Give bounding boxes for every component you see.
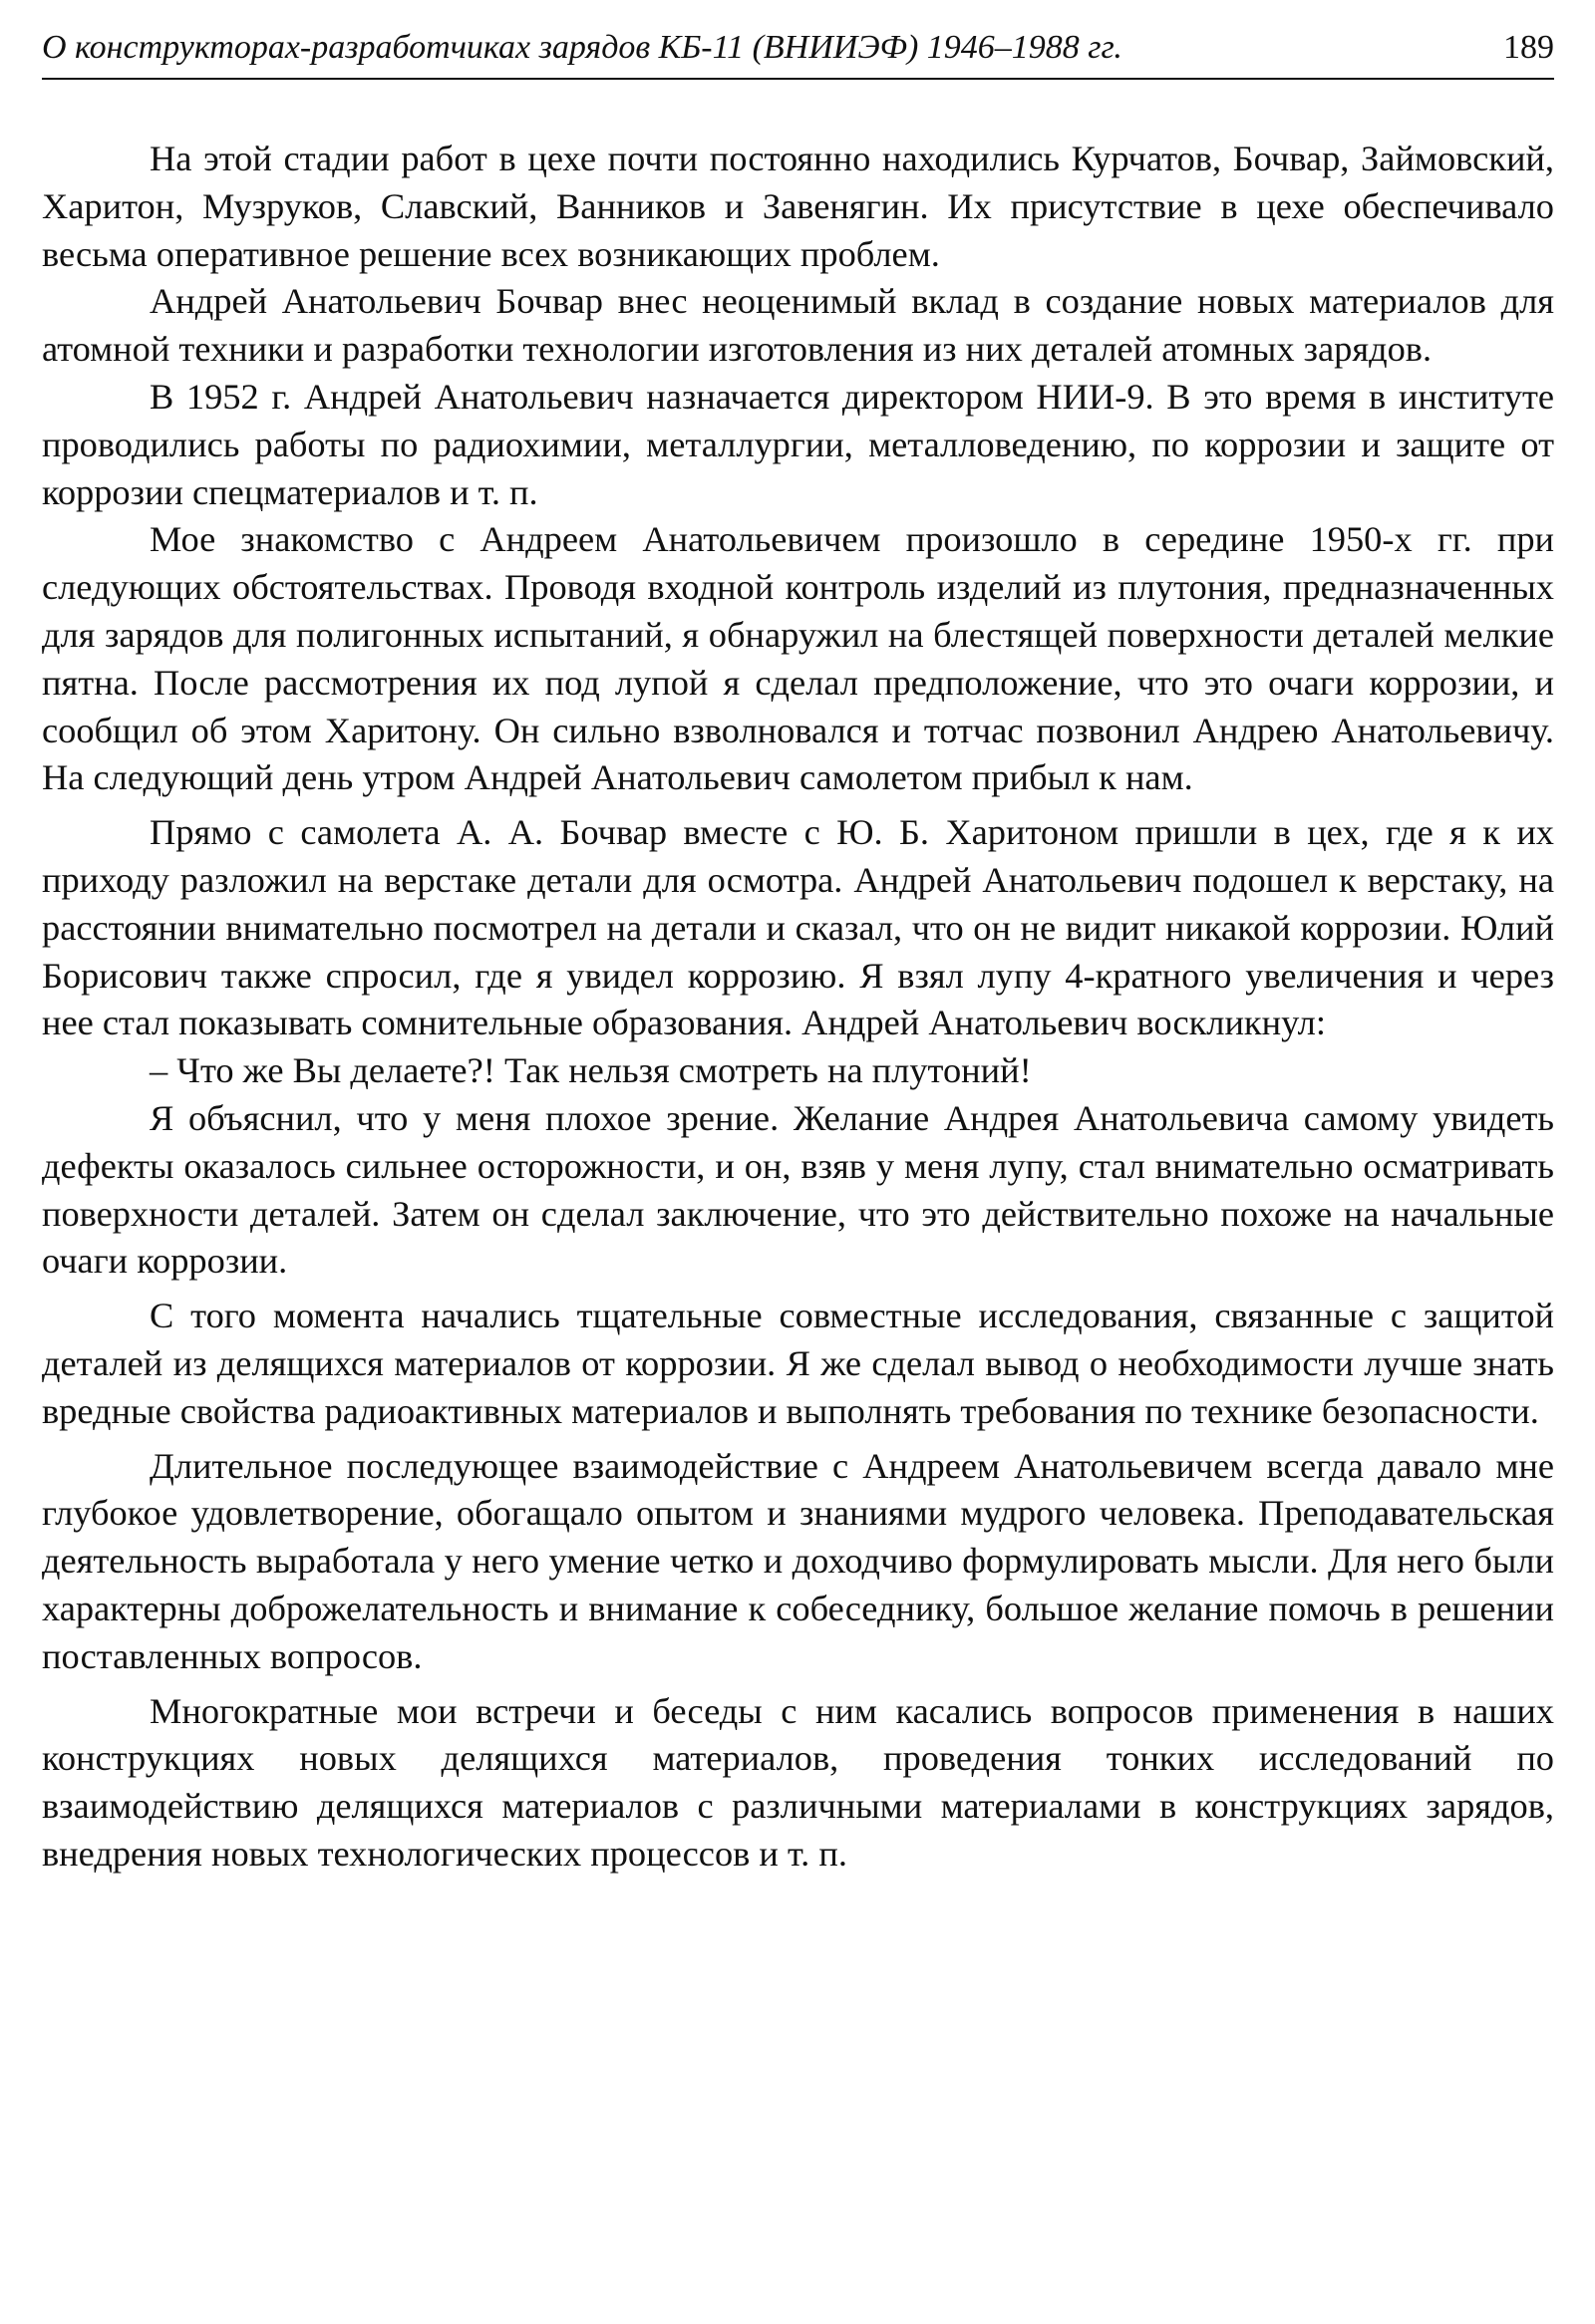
running-header bbox=[42, 26, 1554, 80]
paragraph: Андрей Анатольевич Бочвар внес неоценимый вклад в создание новых материалов для атомной техники и разработки технологии изготовления из них деталей атомных зарядов. bbox=[42, 281, 1554, 370]
paragraph: Прямо с самолета А. А. Бочвар вместе с Ю. Б. Харитоном пришли в цех, где я к их приходу разложил на верстаке детали для осмотра. Андрей Анатольевич подошел к верстаку, на расстоянии внимательно посмотрел на детали и сказал, что он не видит никакой коррозии. Юлий Борисович также спросил, где я увидел коррозию. Я взял лупу 4-кратного увеличения и через нее стал показывать сомнительные образования. Андрей Анатольевич воскликнул: bbox=[42, 812, 1554, 1043]
paragraph: В 1952 г. Андрей Анатольевич назначается директором НИИ-9. В это время в институте проводились работы по радиохимии, металлургии, металловедению, по коррозии и защите от коррозии спецматериалов и т. п. bbox=[42, 376, 1554, 512]
page-number: 189 bbox=[1503, 29, 1554, 66]
paragraph: Я объяснил, что у меня плохое зрение. Желание Андрея Анатольевича самому увидеть дефекты оказалось сильнее осторожности, и он, взяв у меня лупу, стал внимательно осматривать поверхности деталей. Затем он сделал заключение, что это действительно похоже на начальные очаги коррозии. bbox=[42, 1097, 1554, 1282]
dialogue-line: – Что же Вы делаете?! Так нельзя смотреть на плутоний! bbox=[150, 1050, 1032, 1091]
paragraph: Длительное последующее взаимодействие с Андреем Анатольевичем всегда давало мне глубокое удовлетворение, обогащало опытом и знаниями мудрого человека. Преподавательская деятельность выработала у него умение четко и доходчиво формулировать мысли. Для него были характерны доброжелательность и внимание к собеседнику, большое желание помочь в решении поставленных вопросов. bbox=[42, 1445, 1554, 1676]
paragraph: На этой стадии работ в цехе почти постоянно находились Курчатов, Бочвар, Займовский, Харитон, Музруков, Славский, Ванников и Завенягин. Их присутствие в цехе обеспечивало весьма оперативное решение всех возникающих проблем. bbox=[42, 139, 1554, 274]
paragraph: Многократные мои встречи и беседы с ним касались вопросов применения в наших конструкциях новых делящихся материалов, проведения тонких исследований по взаимодействию делящихся материалов с различными материалами в конструкциях зарядов, внедрения новых технологических процессов и т. п. bbox=[42, 1690, 1554, 1874]
running-title: О конструкторах-разработчиках зарядов КБ-11 (ВНИИЭФ) 1946–1988 гг. bbox=[42, 29, 1122, 66]
paragraph: С того момента начались тщательные совместные исследования, связанные с защитой деталей из делящихся материалов от коррозии. Я же сделал вывод о необходимости лучше знать вредные свойства радиоактивных материалов и выполнять требования по технике безопасности. bbox=[42, 1296, 1554, 1431]
body-text bbox=[42, 136, 1554, 1879]
paragraph: Мое знакомство с Андреем Анатольевичем произошло в середине 1950-х гг. при следующих обстоятельствах. Проводя входной контроль изделий из плутония, предназначенных для зарядов для полигонных испытаний, я обнаружил на блестящей поверхности деталей мелкие пятна. После рассмотрения их под лупой я сделал предположение, что это очаги коррозии, и сообщил об этом Харитону. Он сильно взволновался и тотчас позвонил Андрею Анатольевичу. На следующий день утром Андрей Анатольевич самолетом прибыл к нам. bbox=[42, 519, 1554, 798]
